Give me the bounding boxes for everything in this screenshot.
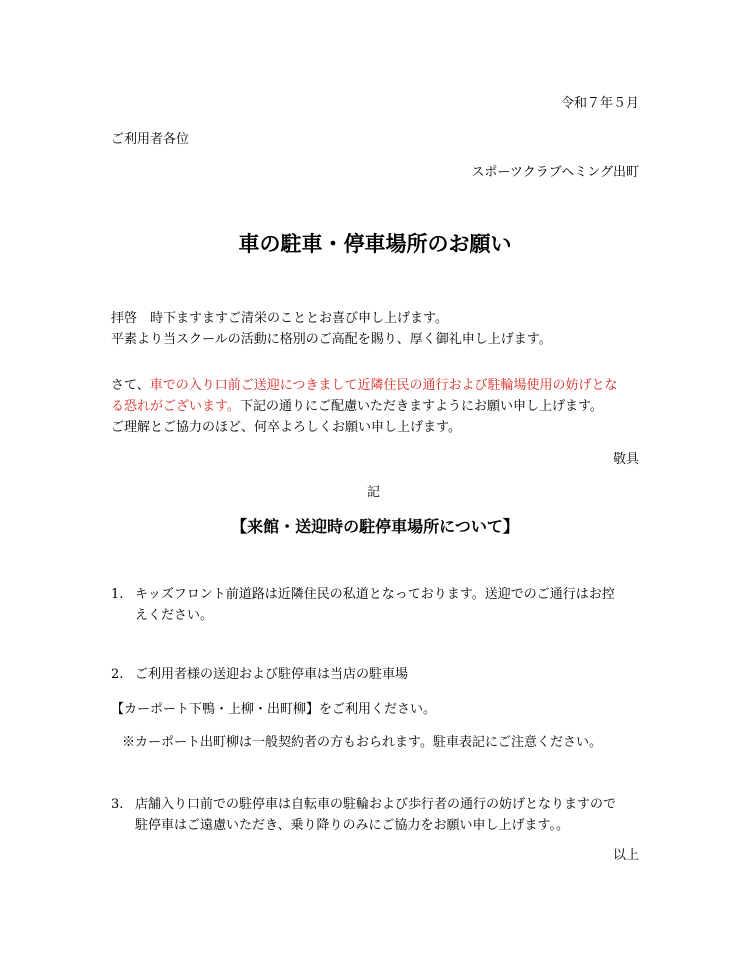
sender: スポーツクラブヘミング出町 (471, 165, 639, 180)
end-ijou: 以上 (612, 848, 639, 863)
item-1-number: 1. (111, 587, 124, 602)
item-3-text-1: 店舗入り口前での駐停車は自転車の駐輪および歩行者の通行の妨げとなりますので (135, 797, 617, 812)
request-line-2-post: 下記の通りにご配慮いただきますようにお願い申し上げます。 (239, 399, 603, 414)
section-heading: 【来館・送迎時の駐停車場所について】 (231, 517, 519, 536)
request-line-2 (111, 397, 603, 416)
item-1-line-2: えください。 (135, 608, 214, 623)
request-line-1-highlight: 車での入り口前ご送迎につきまして近隣住民の通行および駐輪場使用の妨げとな (149, 378, 618, 393)
greeting-line-2: 平素より当スクールの活動に格別のご高配を賜り、厚く御礼申し上げます。 (111, 332, 552, 347)
item-2-line-1 (111, 665, 408, 684)
item-2-note: ※カーポート出町柳は一般契約者の方もおられます。駐車表記にご注意ください。 (122, 735, 602, 750)
recipient: ご利用者各位 (111, 132, 190, 147)
document-date: 令和７年５月 (560, 96, 639, 111)
item-1-line-1 (111, 585, 615, 604)
item-2-text-1: ご利用者様の送迎および駐停車は当店の駐車場 (135, 667, 409, 682)
item-1-text-1: キッズフロント前道路は近隣住民の私道となっております。送迎でのご通行はお控 (135, 587, 615, 602)
greeting-line-1: 拝啓 時下ますますご清栄のこととお喜び申し上げます。 (111, 311, 448, 326)
ki-marker: 記 (367, 485, 381, 500)
item-3-line-1 (111, 795, 616, 814)
item-2-number: 2. (111, 667, 124, 682)
document-title: 車の駐車・停車場所のお願い (238, 231, 512, 256)
item-2-line-2: 【カーポート下鴨・上柳・出町柳】をご利用ください。 (111, 702, 437, 717)
item-3-number: 3. (111, 797, 124, 812)
request-line-2-highlight: る恐れがございます。 (111, 399, 240, 414)
closing-keigu: 敬具 (612, 452, 639, 467)
request-line-1 (111, 376, 618, 395)
request-line-1-pre: さて、 (111, 378, 150, 393)
item-3-line-2: 駐停車はご遠慮いただき、乗り降りのみにご協力をお願い申し上げます。。 (135, 818, 569, 833)
request-line-3: ご理解とご協力のほど、何卒よろしくお願い申し上げます。 (111, 420, 461, 435)
